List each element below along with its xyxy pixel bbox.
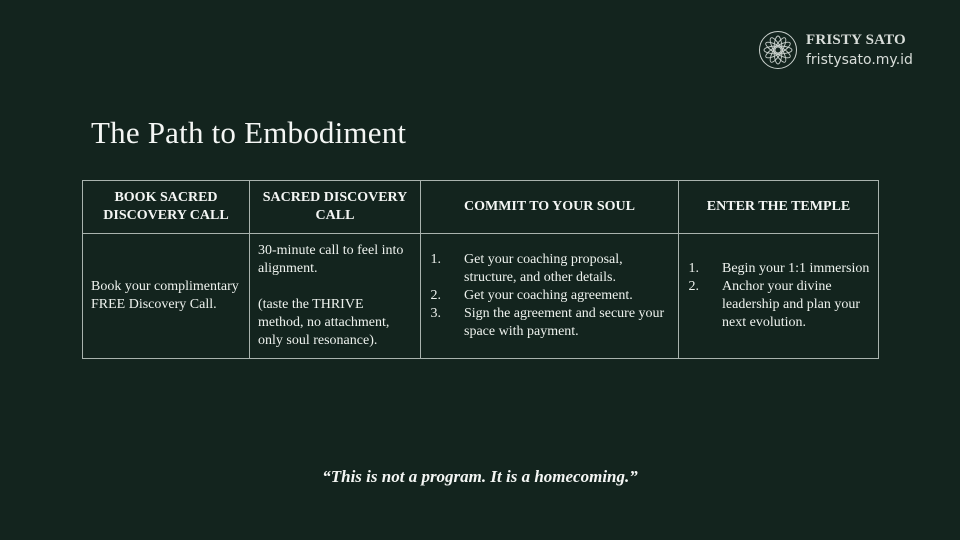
temple-steps-list <box>687 260 870 332</box>
list-item-text: Anchor your divine leadership and plan your next evolution. <box>722 279 861 330</box>
cell-book-call <box>83 234 250 359</box>
list-number: 1. <box>430 252 441 267</box>
path-table <box>82 180 879 359</box>
list-number: 2. <box>430 288 441 303</box>
list-item <box>429 287 670 305</box>
lotus-mandala-icon <box>758 30 798 70</box>
list-item <box>429 305 670 341</box>
table-row <box>83 234 879 359</box>
column-header-enter-temple: ENTER THE TEMPLE <box>679 181 879 234</box>
list-item <box>429 251 670 287</box>
brand <box>758 30 913 70</box>
cell-enter-temple <box>679 234 879 359</box>
list-item-text: Sign the agreement and secure your space with payment. <box>464 306 665 339</box>
list-number: 3. <box>430 306 441 321</box>
page-title: The Path to Embodiment <box>91 115 407 150</box>
list-item-text: Begin your 1:1 immersion <box>722 261 870 276</box>
cell-text: (taste the THRIVE method, no attachment, only soul resonance). <box>258 297 390 348</box>
cell-text: 30-minute call to feel into alignment. <box>258 243 404 276</box>
commit-steps-list <box>429 251 670 341</box>
list-number: 2. <box>688 279 699 294</box>
list-item <box>687 278 870 332</box>
list-item <box>687 260 870 278</box>
column-header-commit: COMMIT TO YOUR SOUL <box>421 181 679 234</box>
list-number: 1. <box>688 261 699 276</box>
list-item-text: Get your coaching proposal, structure, and other details. <box>464 252 623 285</box>
cell-commit <box>421 234 679 359</box>
column-header-book-call: BOOK SACRED DISCOVERY CALL <box>83 181 250 234</box>
table-header-row <box>83 181 879 234</box>
brand-url[interactable]: fristysato.my.id <box>806 52 913 68</box>
column-header-discovery-call: SACRED DISCOVERY CALL <box>250 181 421 234</box>
cell-discovery-call <box>250 234 421 359</box>
list-item-text: Get your coaching agreement. <box>464 288 633 303</box>
brand-name: FRISTY SATO <box>806 32 906 48</box>
cell-text: Book your complimentary FREE Discovery Call. <box>91 279 239 312</box>
closing-quote: “This is not a program. It is a homecoming.” <box>322 467 638 486</box>
